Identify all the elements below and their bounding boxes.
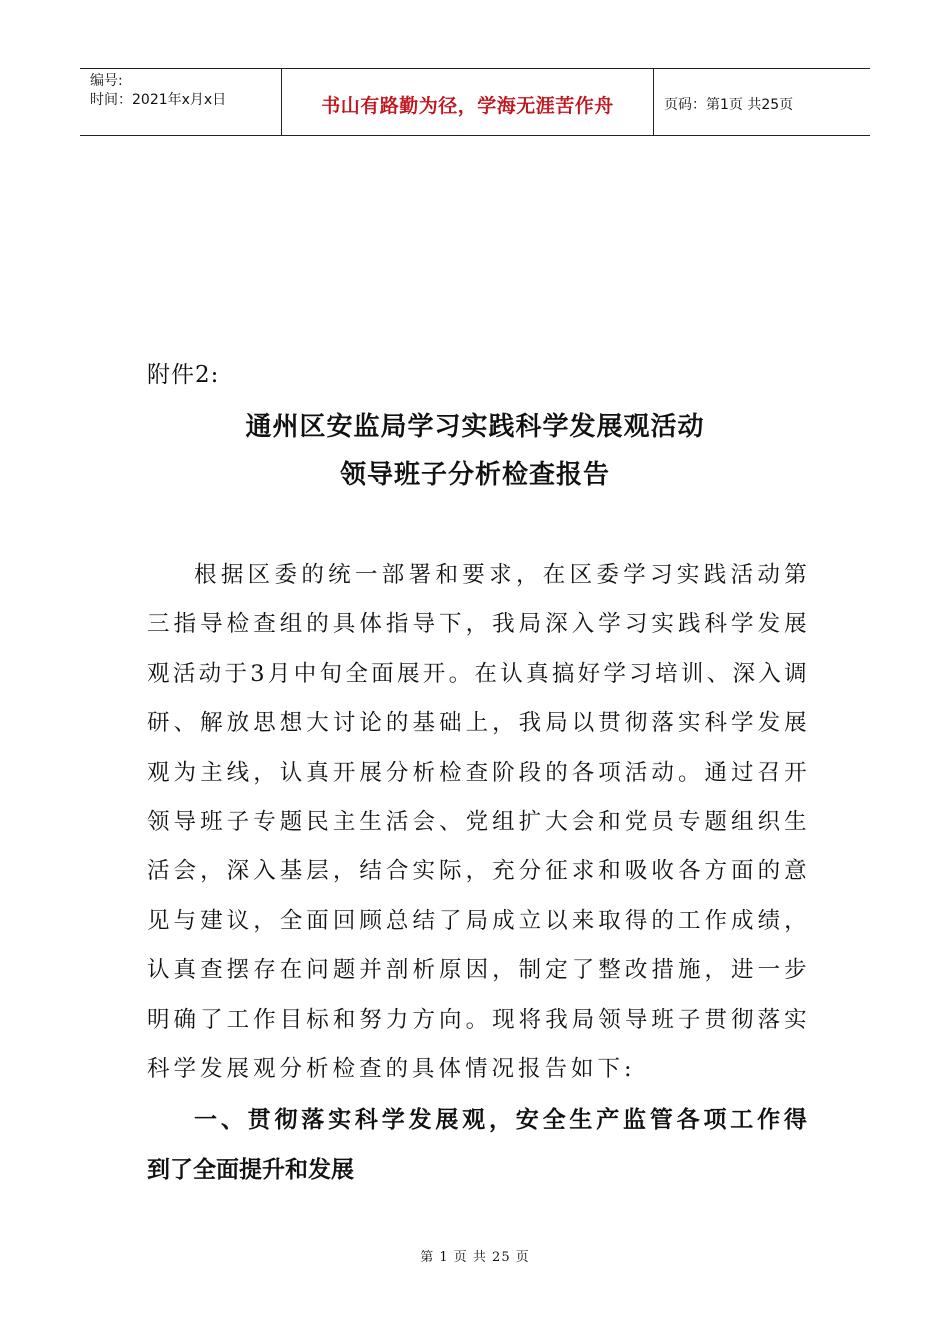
- section-heading-line-2: 到了全面提升和发展: [147, 1157, 354, 1183]
- header-table: [80, 68, 870, 136]
- paragraph-line: 三 指 导 检 查 组 的 具 体 指 导 下 ， 我 局 深 入 学 习 实 践 科 学 发 展: [147, 611, 807, 638]
- paragraph-line: 领 导 班 子 专 题 民 主 生 活 会 、 党 组 扩 大 会 和 党 员 专 题 组 织 生: [147, 808, 807, 835]
- motto-cell: [282, 69, 654, 135]
- time-label: 时间：2021年x月x日: [90, 92, 227, 108]
- section-heading: [147, 1100, 807, 1200]
- section-heading-line-1: 一 、 贯 彻 落 实 科 学 发 展 观 ， 安 全 生 产 监 管 各 项 工 作 得: [194, 1107, 807, 1133]
- paragraph-line: 明 确 了 工 作 目 标 和 努 力 方 向 。 现 将 我 局 领 导 班 子 贯 彻 落 实: [147, 1006, 807, 1033]
- document-title-line-1: 通州区安监局学习实践科学发展观活动: [245, 412, 705, 442]
- page-info-text: 页码：第1页 共25页: [664, 97, 794, 113]
- attachment-label: 附件2:: [147, 362, 220, 388]
- header-meta-cell: [80, 69, 282, 135]
- number-label: 编号:: [90, 73, 123, 89]
- paragraph-line: 认 真 查 摆 存 在 问 题 并 剖 析 原 因 ， 制 定 了 整 改 措 施 ， 进 一 步: [147, 957, 807, 984]
- paragraph-line: 活 会 ， 深 入 基 层 ， 结 合 实 际 ， 充 分 征 求 和 吸 收 各 方 面 的 意: [147, 858, 807, 885]
- paragraph-line: 观 为 主 线 ， 认 真 开 展 分 析 检 查 阶 段 的 各 项 活 动 。 通 过 召 开: [147, 759, 807, 786]
- paragraph-line: 根 据 区 委 的 统 一 部 署 和 要 求 ， 在 区 委 学 习 实 践 活 动 第: [194, 562, 807, 588]
- document-title-line-2: 领导班子分析检查报告: [339, 460, 610, 490]
- paragraph-line: 研 、 解 放 思 想 大 讨 论 的 基 础 上 ， 我 局 以 贯 彻 落 实 科 学 发 展: [147, 710, 807, 737]
- page-info-cell: [654, 69, 870, 135]
- paragraph-line: 观 活 动 于 3 月 中 旬 全 面 展 开 。 在 认 真 搞 好 学 习 培 训 、 深 入 调: [147, 660, 807, 687]
- paragraph-line: 见 与 建 议 ， 全 面 回 顾 总 结 了 局 成 立 以 来 取 得 的 工 作 成 绩 ，: [147, 907, 807, 934]
- motto-text: 书山有路勤为径，学海无涯苦作舟: [321, 94, 614, 117]
- body-paragraph: [147, 555, 807, 1098]
- page-footer: 第 1 页 共 25 页: [420, 1250, 530, 1265]
- paragraph-line: 科学发展观分析检查的具体情况报告如下:: [147, 1055, 636, 1082]
